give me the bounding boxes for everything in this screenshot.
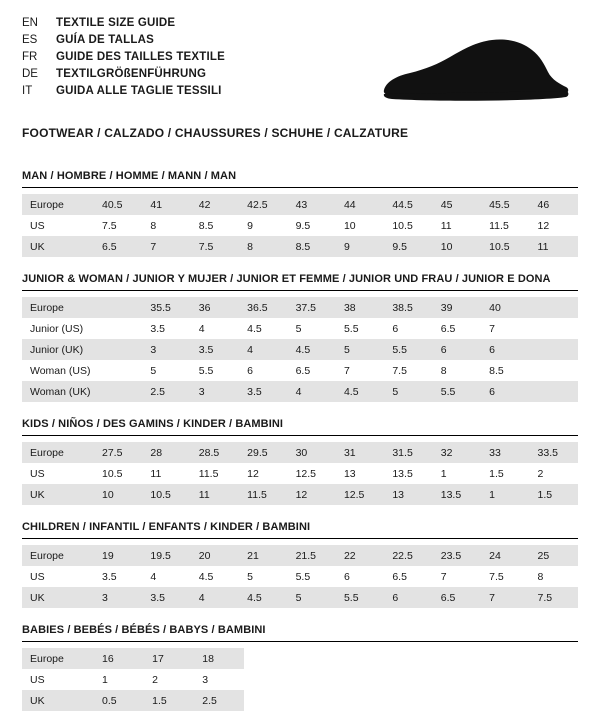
table-cell: 7.5	[102, 219, 117, 232]
table-cell: 10.5	[142, 484, 190, 505]
table-cell: 0.5	[94, 690, 144, 711]
table-cell: 40.5	[94, 194, 142, 215]
language-row	[22, 50, 225, 65]
row-label: US	[30, 467, 45, 480]
table-cell: 8.5	[489, 364, 504, 377]
table-cell: 13	[343, 467, 356, 480]
table-cell: 36.5	[239, 297, 287, 318]
row-label: Europe	[22, 442, 94, 463]
table-cell: 33	[481, 442, 529, 463]
table-cell: 6	[392, 322, 399, 335]
table-row	[22, 339, 578, 360]
language-code: EN	[22, 17, 38, 29]
table-cell: 11.5	[239, 484, 287, 505]
table-cell: 4	[150, 570, 157, 583]
section-babies	[22, 624, 578, 711]
table-cell: 1	[481, 484, 529, 505]
table-cell: 5	[247, 570, 254, 583]
table-cell: 4.5	[288, 339, 336, 360]
table-cell	[94, 360, 142, 381]
table-cell: 7	[489, 322, 495, 335]
section-title: CHILDREN / INFANTIL / ENFANTS / KINDER / BAMBINI	[22, 521, 311, 533]
table-cell	[530, 297, 578, 318]
table-row	[22, 318, 578, 339]
table-cell: 13	[384, 484, 432, 505]
row-label: Junior (US)	[30, 322, 84, 335]
table-cell: 11	[191, 484, 239, 505]
table-cell: 2	[537, 467, 544, 480]
table-cell: 6.5	[295, 364, 311, 377]
table-cell: 19.5	[142, 545, 190, 566]
table-cell: 8	[440, 364, 447, 377]
table-cell: 5.5	[343, 322, 359, 335]
table-cell: 11.5	[489, 219, 509, 232]
table-cell: 27.5	[94, 442, 142, 463]
row-label: Europe	[22, 194, 94, 215]
table-cell: 11.5	[198, 467, 219, 480]
section-title: KIDS / NIÑOS / DES GAMINS / KINDER / BAMBINI	[22, 418, 284, 430]
table-cell: 1	[102, 673, 108, 686]
table-row	[22, 690, 244, 711]
table-cell: 44	[336, 194, 384, 215]
table-cell: 30	[288, 442, 336, 463]
table-cell: 1.5	[489, 467, 504, 480]
table-cell: 31	[336, 442, 384, 463]
table-cell: 45	[433, 194, 481, 215]
table-cell: 6	[343, 570, 350, 583]
table-cell: 11	[150, 467, 162, 480]
category-line: FOOTWEAR / CALZADO / CHAUSSURES / SCHUHE / CALZATURE	[22, 126, 409, 140]
table-cell: 4	[198, 322, 205, 335]
table-cell: 19	[94, 545, 142, 566]
table-cell: 21	[239, 545, 287, 566]
table-cell: 10	[94, 484, 142, 505]
row-label: Europe	[22, 297, 94, 318]
row-label: Woman (US)	[30, 364, 91, 377]
table-cell: 7.5	[489, 570, 504, 583]
section-junior-woman	[22, 273, 578, 402]
table-row	[22, 669, 244, 690]
table-cell: 28	[142, 442, 190, 463]
table-cell: 6.5	[94, 236, 142, 257]
table-cell: 44.5	[384, 194, 432, 215]
row-label: US	[30, 219, 45, 232]
table-cell: 7.5	[392, 364, 407, 377]
divider	[22, 290, 578, 291]
table-cell: 40	[481, 297, 529, 318]
table-cell: 18	[194, 648, 244, 669]
table-cell: 6	[433, 339, 481, 360]
table-cell: 10	[433, 236, 481, 257]
table-cell: 5.5	[295, 570, 311, 583]
table-cell: 7.5	[530, 587, 578, 608]
table-cell: 11	[440, 219, 452, 232]
language-title: GUÍA DE TALLAS	[56, 34, 154, 46]
table-cell: 13.5	[433, 484, 481, 505]
table-cell: 1.5	[530, 484, 578, 505]
table-cell: 9.5	[384, 236, 432, 257]
table-cell: 1	[440, 467, 447, 480]
section-title: MAN / HOMBRE / HOMME / MANN / MAN	[22, 170, 237, 182]
section-man	[22, 170, 578, 257]
table-cell: 28.5	[191, 442, 239, 463]
table-cell	[94, 318, 142, 339]
table-cell: 33.5	[530, 442, 578, 463]
table-row	[22, 360, 578, 381]
table-cell: 3	[191, 381, 239, 402]
table-cell: 6.5	[392, 570, 407, 583]
row-label: UK	[22, 587, 94, 608]
language-title: TEXTILGRÖßENFÜHRUNG	[56, 68, 207, 80]
table-cell: 5	[288, 587, 336, 608]
table-cell: 45.5	[481, 194, 529, 215]
table-cell: 4.5	[239, 587, 287, 608]
language-row	[22, 84, 225, 99]
row-label: UK	[22, 484, 94, 505]
table-cell: 10.5	[102, 467, 123, 480]
table-cell: 2.5	[194, 690, 244, 711]
table-cell: 6	[481, 339, 529, 360]
table-cell	[94, 297, 142, 318]
table-row	[22, 215, 578, 236]
row-label: Junior (UK)	[22, 339, 94, 360]
table-cell: 42	[191, 194, 239, 215]
table-row	[22, 236, 578, 257]
table-cell: 3	[202, 673, 209, 686]
table-cell: 5	[336, 339, 384, 360]
table-cell: 38.5	[384, 297, 432, 318]
table-cell: 6	[247, 364, 254, 377]
table-row	[22, 648, 244, 669]
table-cell: 42.5	[239, 194, 287, 215]
table-cell: 2.5	[142, 381, 190, 402]
table-cell: 5.5	[384, 339, 432, 360]
table-cell: 24	[481, 545, 529, 566]
size-table-kids	[22, 442, 578, 505]
table-cell: 3.5	[142, 587, 190, 608]
table-cell: 16	[94, 648, 144, 669]
table-cell: 22	[336, 545, 384, 566]
language-title: GUIDA ALLE TAGLIE TESSILI	[56, 85, 222, 97]
table-row	[22, 194, 578, 215]
dress-shoe-icon	[380, 32, 570, 110]
divider	[22, 435, 578, 436]
row-label: US	[30, 673, 45, 686]
section-title: BABIES / BEBÉS / BÉBÉS / BABYS / BAMBINI	[22, 624, 266, 636]
table-row	[22, 545, 578, 566]
table-cell	[94, 339, 142, 360]
language-code: FR	[22, 51, 38, 63]
table-cell: 38	[336, 297, 384, 318]
table-cell: 12.5	[295, 467, 316, 480]
language-row	[22, 33, 225, 48]
table-cell: 12.5	[336, 484, 384, 505]
language-title: GUIDE DES TAILLES TEXTILE	[56, 51, 225, 63]
table-cell: 3	[94, 587, 142, 608]
divider	[22, 641, 578, 642]
table-cell: 13.5	[392, 467, 413, 480]
row-label: Europe	[22, 545, 94, 566]
table-cell: 7	[343, 364, 350, 377]
table-cell: 7	[440, 570, 447, 583]
table-cell: 3.5	[102, 570, 117, 583]
table-cell: 5	[384, 381, 432, 402]
row-label: Woman (UK)	[22, 381, 94, 402]
table-cell: 3	[142, 339, 190, 360]
table-cell: 9.5	[295, 219, 311, 232]
table-cell: 43	[288, 194, 336, 215]
table-cell: 22.5	[384, 545, 432, 566]
document-header	[22, 16, 578, 110]
table-cell	[530, 318, 578, 339]
section-kids	[22, 418, 578, 505]
row-label: US	[30, 570, 45, 583]
table-cell: 3.5	[150, 322, 165, 335]
divider	[22, 538, 578, 539]
table-cell: 10.5	[392, 219, 413, 232]
table-cell: 23.5	[433, 545, 481, 566]
table-cell: 29.5	[239, 442, 287, 463]
table-cell: 17	[144, 648, 194, 669]
table-cell	[530, 381, 578, 402]
language-row	[22, 16, 225, 31]
table-cell: 8.5	[288, 236, 336, 257]
divider	[22, 187, 578, 188]
table-cell: 7	[142, 236, 190, 257]
table-cell: 5	[150, 364, 157, 377]
table-cell: 36	[191, 297, 239, 318]
table-cell: 7	[481, 587, 529, 608]
table-cell: 12	[537, 219, 550, 232]
table-cell: 6	[384, 587, 432, 608]
table-row	[22, 381, 578, 402]
table-cell: 6	[481, 381, 529, 402]
table-cell: 4.5	[247, 322, 262, 335]
size-table-children	[22, 545, 578, 608]
table-cell: 41	[142, 194, 190, 215]
table-cell: 39	[433, 297, 481, 318]
table-cell: 12	[288, 484, 336, 505]
language-title: TEXTILE SIZE GUIDE	[56, 17, 176, 29]
table-cell: 4	[191, 587, 239, 608]
table-cell: 35.5	[142, 297, 190, 318]
size-table-man	[22, 194, 578, 257]
table-cell: 6.5	[433, 587, 481, 608]
table-cell: 46	[530, 194, 578, 215]
table-cell	[94, 381, 142, 402]
table-cell: 9	[336, 236, 384, 257]
size-table-babies	[22, 648, 244, 711]
table-cell: 8	[537, 570, 544, 583]
table-cell: 10	[343, 219, 356, 232]
row-label: Europe	[22, 648, 94, 669]
table-cell: 12	[247, 467, 259, 480]
language-title-list	[22, 16, 225, 99]
language-code: IT	[22, 85, 33, 97]
table-row	[22, 297, 578, 318]
table-cell: 5.5	[433, 381, 481, 402]
table-row	[22, 442, 578, 463]
table-cell: 4	[239, 339, 287, 360]
table-cell: 7.5	[191, 236, 239, 257]
table-cell: 5	[295, 322, 302, 335]
size-table-junior-woman	[22, 297, 578, 402]
table-cell: 8	[239, 236, 287, 257]
table-cell: 20	[191, 545, 239, 566]
language-code: ES	[22, 34, 38, 46]
language-code: DE	[22, 68, 38, 80]
table-cell: 4.5	[198, 570, 214, 583]
language-row	[22, 67, 225, 82]
table-cell: 6.5	[440, 322, 456, 335]
row-label: UK	[22, 236, 94, 257]
table-cell: 11	[530, 236, 578, 257]
table-cell: 8	[150, 219, 157, 232]
table-cell: 5.5	[198, 364, 214, 377]
table-cell: 1.5	[144, 690, 194, 711]
table-cell: 3.5	[191, 339, 239, 360]
table-cell: 32	[433, 442, 481, 463]
table-cell: 4	[288, 381, 336, 402]
table-cell	[530, 360, 578, 381]
table-cell: 9	[247, 219, 254, 232]
row-label: UK	[22, 690, 94, 711]
table-cell: 31.5	[384, 442, 432, 463]
table-cell: 2	[152, 673, 158, 686]
table-row	[22, 463, 578, 484]
table-row	[22, 587, 578, 608]
section-children	[22, 521, 578, 608]
table-cell: 5.5	[336, 587, 384, 608]
table-cell: 21.5	[288, 545, 336, 566]
table-cell: 10.5	[481, 236, 529, 257]
table-cell	[530, 339, 578, 360]
table-cell: 25	[530, 545, 578, 566]
table-cell: 3.5	[239, 381, 287, 402]
table-row	[22, 484, 578, 505]
table-cell: 37.5	[288, 297, 336, 318]
table-cell: 4.5	[336, 381, 384, 402]
table-cell: 8.5	[198, 219, 214, 232]
section-title: JUNIOR & WOMAN / JUNIOR Y MUJER / JUNIOR ET FEMME / JUNIOR UND FRAU / JUNIOR E DONA	[22, 273, 551, 285]
table-row	[22, 566, 578, 587]
